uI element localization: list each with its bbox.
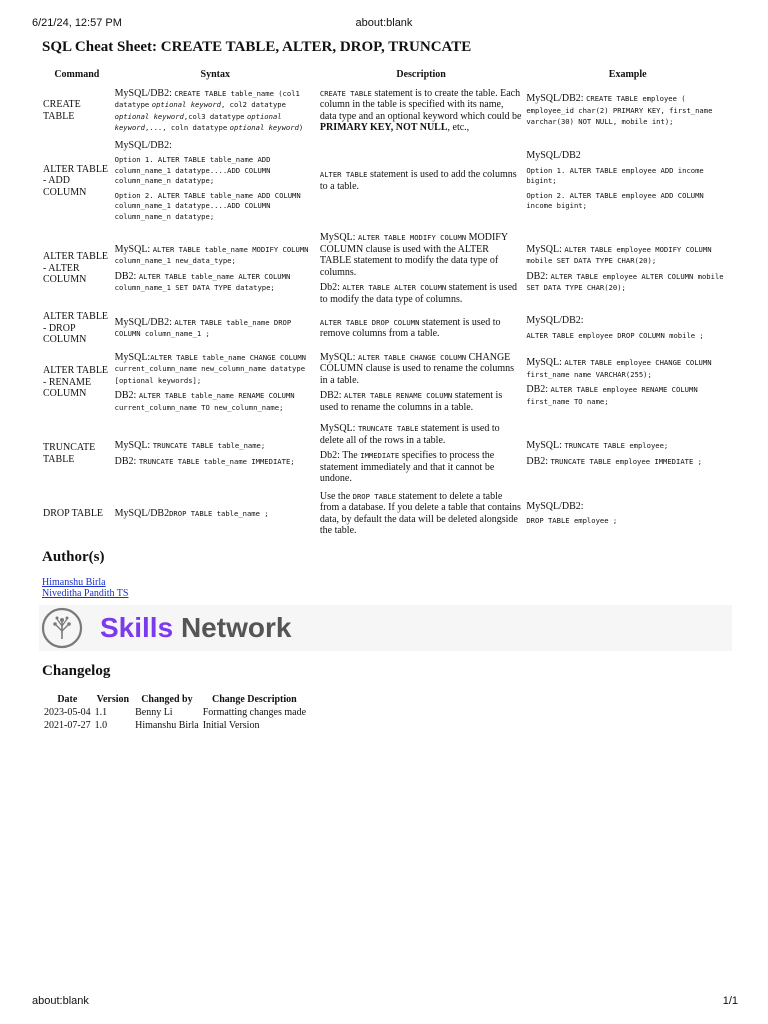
author-link[interactable]: Niveditha Pandith TS [42,588,129,599]
syntax-option: Option 2. ALTER TABLE table_name ADD COLUMN column_name_1 datatype....ADD COLUMN column_name_n datatype; [114,190,301,221]
author-link[interactable]: Himanshu Birla [42,577,106,588]
desc-prefix: Use the [319,490,353,502]
example-option: Option 1. ALTER TABLE employee ADD income bigint; [526,165,704,185]
syntax-cell [113,135,318,228]
changelog-date: 2021-07-27 [44,720,91,731]
syntax-code: CREATE TABLE table_name (col1 datatype [114,88,300,109]
desc-code: ALTER TABLE [319,170,368,180]
desc-prefix: Db2: [319,282,343,293]
command-cell: TRUNCATE TABLE [43,442,96,465]
syntax-code: TRUNCATE TABLE table_name; [152,441,266,451]
print-page-count: 1/1 [722,995,738,1007]
example-code: ALTER TABLE employee DROP COLUMN mobile ; [526,330,704,340]
desc-bold: PRIMARY KEY, NOT NULL [319,122,448,133]
table-row-drop-column [41,310,731,347]
example-cell [524,87,731,135]
syntax-prefix: MySQL: [114,440,153,452]
desc-prefix: MySQL: [319,232,358,243]
example-cell [524,418,731,490]
example-prefix: DB2: [526,455,551,467]
desc-code: CREATE TABLE [319,88,372,98]
example-prefix: MySQL/DB2 [526,150,581,161]
header-version: Version [96,694,130,705]
header-change-description: Change Description [211,694,297,705]
description-cell [318,87,524,135]
syntax-keyword: optional keyword [229,123,299,132]
syntax-keyword: optional keyword [114,111,282,132]
table-row-create [41,87,731,135]
example-prefix: MySQL: [526,243,565,255]
syntax-code: ALTER TABLE table_name RENAME COLUMN current_column_name TO new_column_name; [114,391,295,412]
brand-word-network: Network [173,612,292,643]
desc-code: ALTER TABLE RENAME COLUMN [344,391,453,400]
description-cell [318,310,524,347]
desc-text: statement is used to remove columns from a table. [319,316,501,340]
syntax-code: ) [298,123,304,132]
example-prefix: MySQL: [526,357,565,369]
syntax-prefix: MySQL/DB2: [114,139,172,151]
example-cell [524,135,731,228]
example-code: ALTER TABLE employee MODIFY COLUMN mobile SET DATA TYPE CHAR(20); [526,244,712,265]
example-code: ALTER TABLE employee CHANGE COLUMN first_name name VARCHAR(255); [526,358,712,379]
desc-text: statement is used to delete all of the rows in a table. [319,423,500,446]
header-description: Description [396,69,446,80]
brand-word-skills: Skills [100,612,174,643]
header-changed-by: Changed by [141,694,193,705]
syntax-option: Option 1. ALTER TABLE table_name ADD column_name_1 datatype....ADD COLUMN column_name_n datatype; [114,155,271,185]
syntax-cell [113,87,318,135]
page-title: SQL Cheat Sheet: CREATE TABLE, ALTER, DROP, TRUNCATE [42,39,472,55]
changelog-date: 2023-05-04 [44,707,91,718]
syntax-prefix: MySQL: [114,351,151,363]
example-prefix: MySQL/DB2: [526,500,584,512]
header-command: Command [54,69,100,80]
example-cell [524,490,731,538]
syntax-prefix: MySQL: [114,243,153,255]
desc-text: statement to delete a table from a database. If you delete a table that contains data, by default the data will be deleted alongside the table. [319,490,521,536]
command-cell: DROP TABLE [43,507,104,519]
syntax-prefix: MySQL/DB2 [114,507,170,519]
changelog-table [42,693,308,732]
desc-code: IMMEDIATE [360,451,400,460]
table-header-row [41,68,731,87]
syntax-code: ALTER TABLE table_name ALTER COLUMN column_name_1 SET DATA TYPE datatype; [114,271,291,292]
header-example: Example [608,69,647,80]
syntax-code: ,col3 datatype [183,111,245,121]
desc-code: DROP TABLE [352,491,396,501]
print-footer-url: about:blank [32,995,89,1007]
syntax-prefix: MySQL/DB2: [114,316,175,328]
syntax-code: TRUNCATE TABLE table_name IMMEDIATE; [138,456,295,466]
example-prefix: MySQL/DB2: [526,93,587,105]
example-cell [524,347,731,419]
changelog-version: 1.0 [94,720,108,731]
description-cell [318,227,524,310]
syntax-code: ALTER TABLE table_name CHANGE COLUMN current_column_name new_column_name datatype [optional keywords]; [114,352,306,385]
example-prefix: MySQL/DB2: [526,315,584,327]
authors-heading: Author(s) [42,549,105,565]
syntax-code: DROP TABLE table_name ; [169,508,269,518]
table-row-add-column [41,135,731,228]
table-row [42,706,308,719]
syntax-prefix: DB2: [114,270,139,282]
desc-text: statement is to create the table. Each column in the table is specified with its name, data type and an optional keyword which could be [319,87,522,122]
syntax-prefix: DB2: [114,455,139,467]
print-page-title: about:blank [355,17,413,29]
command-cell: ALTER TABLE - ADD COLUMN [43,163,109,198]
syntax-cell [113,310,318,347]
example-cell [524,227,731,310]
example-code: TRUNCATE TABLE employee; [564,441,669,451]
table-row-alter-column [41,227,731,310]
desc-text: statement is used to modify the data type of columns. [319,282,518,305]
syntax-keyword: optional keyword [114,111,184,121]
table-row-rename-column [41,347,731,419]
syntax-code: ,..., coln datatype [144,123,228,132]
desc-code: ALTER TABLE MODIFY COLUMN [357,233,467,242]
example-code: CREATE TABLE employee ( employee_id char(2) PRIMARY KEY, first_name varchar(30) NOT NULL, mobile int); [526,94,713,127]
desc-prefix: MySQL: [319,351,358,363]
desc-code: ALTER TABLE DROP COLUMN [319,317,420,327]
syntax-cell [113,347,318,419]
desc-prefix: MySQL: [319,423,358,434]
table-row-drop-table [41,490,731,538]
syntax-cell [113,227,318,310]
desc-code: TRUNCATE TABLE [357,424,419,433]
desc-text: statement is used to rename the columns in a table. [319,390,503,413]
table-row-truncate [41,418,731,490]
header-syntax: Syntax [200,69,230,80]
example-cell [524,310,731,347]
header-date: Date [57,694,78,705]
example-code: DROP TABLE employee ; [526,516,618,525]
example-prefix: MySQL: [526,440,565,452]
command-cell: ALTER TABLE - DROP COLUMN [43,311,109,345]
changelog-changed-by: Benny Li [135,707,173,718]
syntax-code: ALTER TABLE table_name DROP COLUMN column_name_1 ; [114,317,292,339]
changelog-heading: Changelog [42,663,111,679]
example-code: ALTER TABLE employee RENAME COLUMN first_name TO name; [526,385,698,406]
description-cell [318,490,524,538]
syntax-cell [113,418,318,490]
desc-text: statement is used to add the columns to a table. [319,169,517,192]
desc-text: CHANGE COLUMN clause is used to rename the columns in a table. [319,351,515,386]
command-cell: CREATE TABLE [43,99,81,122]
example-code: ALTER TABLE employee ALTER COLUMN mobile SET DATA TYPE CHAR(20); [526,271,724,292]
changelog-changed-by: Himanshu Birla [135,720,199,731]
desc-text: MODIFY COLUMN clause is used with the ALTER TABLE statement to modify the data type of columns. [319,232,508,278]
desc-prefix: DB2: [319,390,345,401]
syntax-prefix: DB2: [114,390,139,401]
example-prefix: DB2: [526,270,551,282]
desc-code: ALTER TABLE CHANGE COLUMN [357,352,467,362]
description-cell [318,347,524,419]
description-cell [318,418,524,490]
changelog-description: Initial Version [202,720,260,731]
example-prefix: DB2: [526,384,551,396]
syntax-code: ALTER TABLE table_name MODIFY COLUMN column_name_1 new_data_type; [114,244,309,265]
desc-text: , etc., [447,122,470,133]
table-row [42,719,308,732]
description-cell [318,135,524,228]
desc-prefix: Db2: The [319,450,361,461]
syntax-code: , col2 datatype [221,100,286,109]
command-cell: ALTER TABLE - RENAME COLUMN [43,365,109,399]
example-option: Option 2. ALTER TABLE employee ADD COLUMN income bigint; [526,190,704,210]
skills-network-logo-icon [41,607,83,649]
example-code: TRUNCATE TABLE employee IMMEDIATE ; [550,456,702,466]
syntax-cell [113,490,318,538]
changelog-description: Formatting changes made [202,707,307,718]
cheat-sheet-table [41,68,731,538]
skills-network-wordmark [100,612,291,644]
print-timestamp: 6/21/24, 12:57 PM [32,17,122,29]
command-cell: ALTER TABLE - ALTER COLUMN [43,251,109,286]
desc-code: ALTER TABLE ALTER COLUMN [342,283,447,292]
syntax-keyword: optional keyword [151,100,222,109]
syntax-prefix: MySQL/DB2: [114,87,172,99]
desc-text: specifies to process the statement immediately and that it cannot be undone. [319,450,495,484]
changelog-version: 1.1 [94,707,108,718]
changelog-header-row [42,693,308,706]
